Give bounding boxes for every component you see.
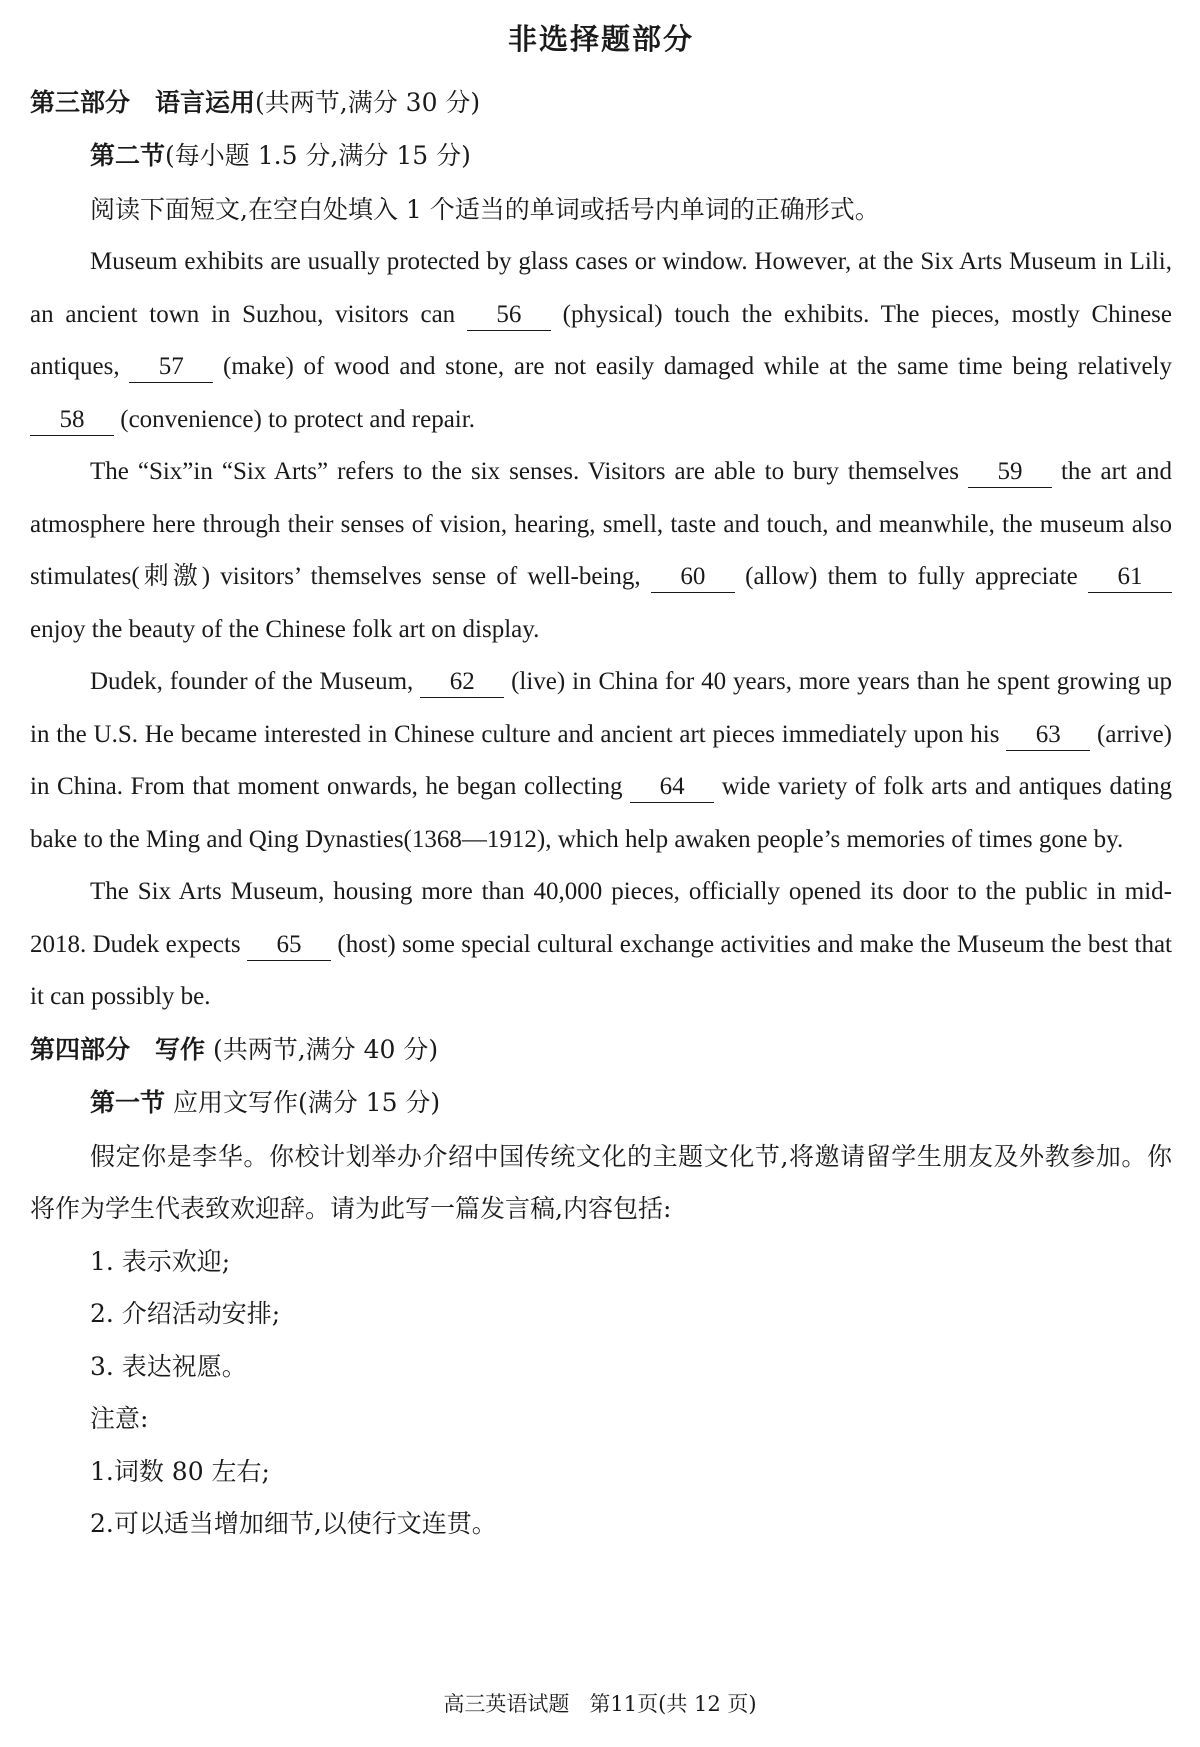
passage-text: (arrive) in China. From that moment onwards, he began collecting: [30, 720, 1172, 801]
passage-text: Museum exhibits are usually protected by glass cases or window. However, at the Six Arts Museum in Lili, an ancient town in Suzhou, visitors can: [30, 248, 1172, 328]
footer-subject: 高三英语试题: [443, 1692, 570, 1716]
passage-text: the art and atmosphere here through their senses of vision, hearing, smell, taste and touch, and meanwhile, the museum also stimulates(刺激) visitors’ themselves sense of well-being,: [30, 458, 1172, 591]
passage-text: The Six Arts Museum, housing more than 40,000 pieces, officially opened its door to the public in mid-2018. Dudek expects: [30, 878, 1172, 958]
passage-text: (host) some special cultural exchange activities and make the Museum the best that it can possibly be.: [30, 930, 1172, 1011]
passage-paragraph-4: [30, 866, 1172, 1024]
part3-note: (共两节,满分 30 分): [255, 87, 481, 117]
notice-item-2: 2.可以适当增加细节,以使行文连贯。: [90, 1509, 497, 1539]
section2-header: [30, 130, 1172, 184]
part4-heading: 第四部分: [30, 1034, 131, 1064]
part3-header: [30, 77, 1172, 131]
part3-heading: 第三部分: [30, 87, 131, 117]
part4-note: (共两节,满分 40 分): [205, 1034, 439, 1064]
passage-paragraph-3: [30, 656, 1172, 866]
page-title: 非选择题部分: [507, 22, 694, 56]
part4-header: [30, 1024, 1172, 1078]
blank-63: 63: [1006, 720, 1090, 751]
blank-64: 64: [630, 772, 714, 803]
blank-59: 59: [968, 457, 1052, 488]
passage-text: enjoy the beauty of the Chinese folk art on display.: [30, 615, 540, 643]
passage-text: wide variety of folk arts and antiques dating bake to the Ming and Qing Dynasties(1368—1912), which help awaken people’s memories of times gone by.: [30, 773, 1172, 853]
blank-56: 56: [467, 300, 551, 331]
part3-name: 语言运用: [155, 87, 256, 117]
passage-text: The “Six”in “Six Arts” refers to the six senses. Visitors are able to bury themselves: [90, 458, 968, 486]
notice-label: 注意:: [90, 1404, 149, 1434]
part4-name: 写作: [155, 1034, 206, 1064]
section2-instruction: 阅读下面短文,在空白处填入 1 个适当的单词或括号内单词的正确形式。: [90, 194, 880, 224]
passage-paragraph-1: [30, 236, 1172, 446]
page-footer: [0, 1688, 1200, 1718]
blank-65: 65: [247, 930, 331, 961]
passage-paragraph-2: [30, 446, 1172, 656]
section2-heading: 第二节: [90, 141, 166, 171]
content-item-2: 2. 介绍活动安排;: [90, 1299, 281, 1329]
blank-60: 60: [651, 562, 735, 593]
passage-text: (physical) touch the exhibits. The pieces, mostly Chinese antiques,: [30, 300, 1172, 381]
passage-text: (make) of wood and stone, are not easily damaged while at the same time being relatively: [213, 353, 1172, 381]
blank-58: 58: [30, 405, 114, 436]
blank-61: 61: [1088, 562, 1172, 593]
section1-name: 应用文写作: [165, 1088, 298, 1118]
blank-57: 57: [129, 352, 213, 383]
section1-note: (满分 15 分): [297, 1088, 441, 1118]
section1-header: [30, 1077, 1172, 1131]
passage-text: (live) in China for 40 years, more years than he spent growing up in the U.S. He became interested in Chinese culture and ancient art pieces immediately upon his: [30, 668, 1173, 748]
blank-62: 62: [420, 667, 504, 698]
section1-heading: 第一节: [90, 1088, 166, 1118]
content-item-1: 1. 表示欢迎;: [90, 1246, 231, 1276]
section2-note: (每小题 1.5 分,满分 15 分): [165, 141, 471, 171]
passage-text: Dudek, founder of the Museum,: [90, 668, 421, 696]
footer-page-number: 第11页(共 12 页): [589, 1692, 757, 1716]
notice-item-1: 1.词数 80 左右;: [90, 1456, 270, 1486]
passage-text: (allow) them to fully appreciate: [734, 563, 1088, 591]
writing-prompt: 假定你是李华。你校计划举办介绍中国传统文化的主题文化节,将邀请留学生朋友及外教参加。你将作为学生代表致欢迎辞。请为此写一篇发言稿,内容包括:: [30, 1141, 1172, 1224]
passage-text: (convenience) to protect and repair.: [114, 405, 475, 433]
content-item-3: 3. 表达祝愿。: [90, 1351, 247, 1381]
